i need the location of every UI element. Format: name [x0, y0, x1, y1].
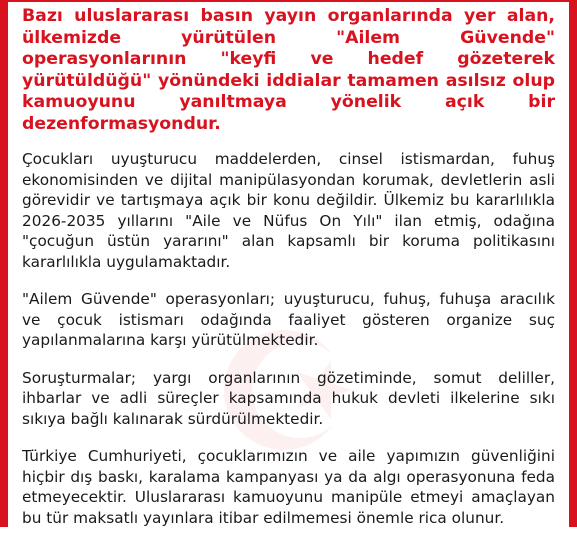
paragraph-child-protection: Çocukları uyuşturucu maddelerden, cinsel istismardan, fuhuş ekonomisinden ve dijital manipülasyondan korumak, devletlerin asli görevidir ve tartışmaya açık bir konu değildir. Ülkemiz bu kararlılıkla 2026-2035 yıllarını "Aile ve Nüfus On Yılı" ilan etmiş, odağına "çocuğun üstün yararını" alan kapsamlı bir koruma politikasını kararlılıkla uygulamaktadır. — [22, 150, 555, 271]
paragraph-conclusion: Türkiye Cumhuriyeti, çocuklarımızın ve aile yapımızın güvenliğini hiçbir dış baskı, karalama kampanyası ya da algı operasyonuna feda etmeyecektir. Uluslararası kamuoyunu manipüle etmeyi amaçlayan bu tür maksatlı yayınlara itibar edilmemesi önemle rica olunur. — [22, 447, 555, 527]
paragraph-operations: "Ailem Güvende" operasyonları; uyuşturucu, fuhuş, fuhuşa aracılık ve çocuk istismarı odağında faaliyet gösteren organize suç yapılanmalarına karşı yürütülmektedir. — [22, 290, 555, 349]
statement-headline: Bazı uluslararası basın yayın organlarında yer alan, ülkemizde yürütülen "Ailem Güvende" operasyonlarının "keyfi ve hedef gözeterek yürütüldüğü" yönündeki iddialar tamamen asılsız olup kamuoyunu yanıltmaya yönelik açık bir dezenformasyondur. — [22, 6, 555, 134]
paragraph-investigations: Soruşturmalar; yargı organlarının gözetiminde, somut deliller, ihbarlar ve adli süreçler kapsamında hukuk devleti ilkelerine sıkı sıkıya bağlı kalınarak sürdürülmektedir. — [22, 368, 555, 428]
statement-content — [22, 6, 555, 545]
